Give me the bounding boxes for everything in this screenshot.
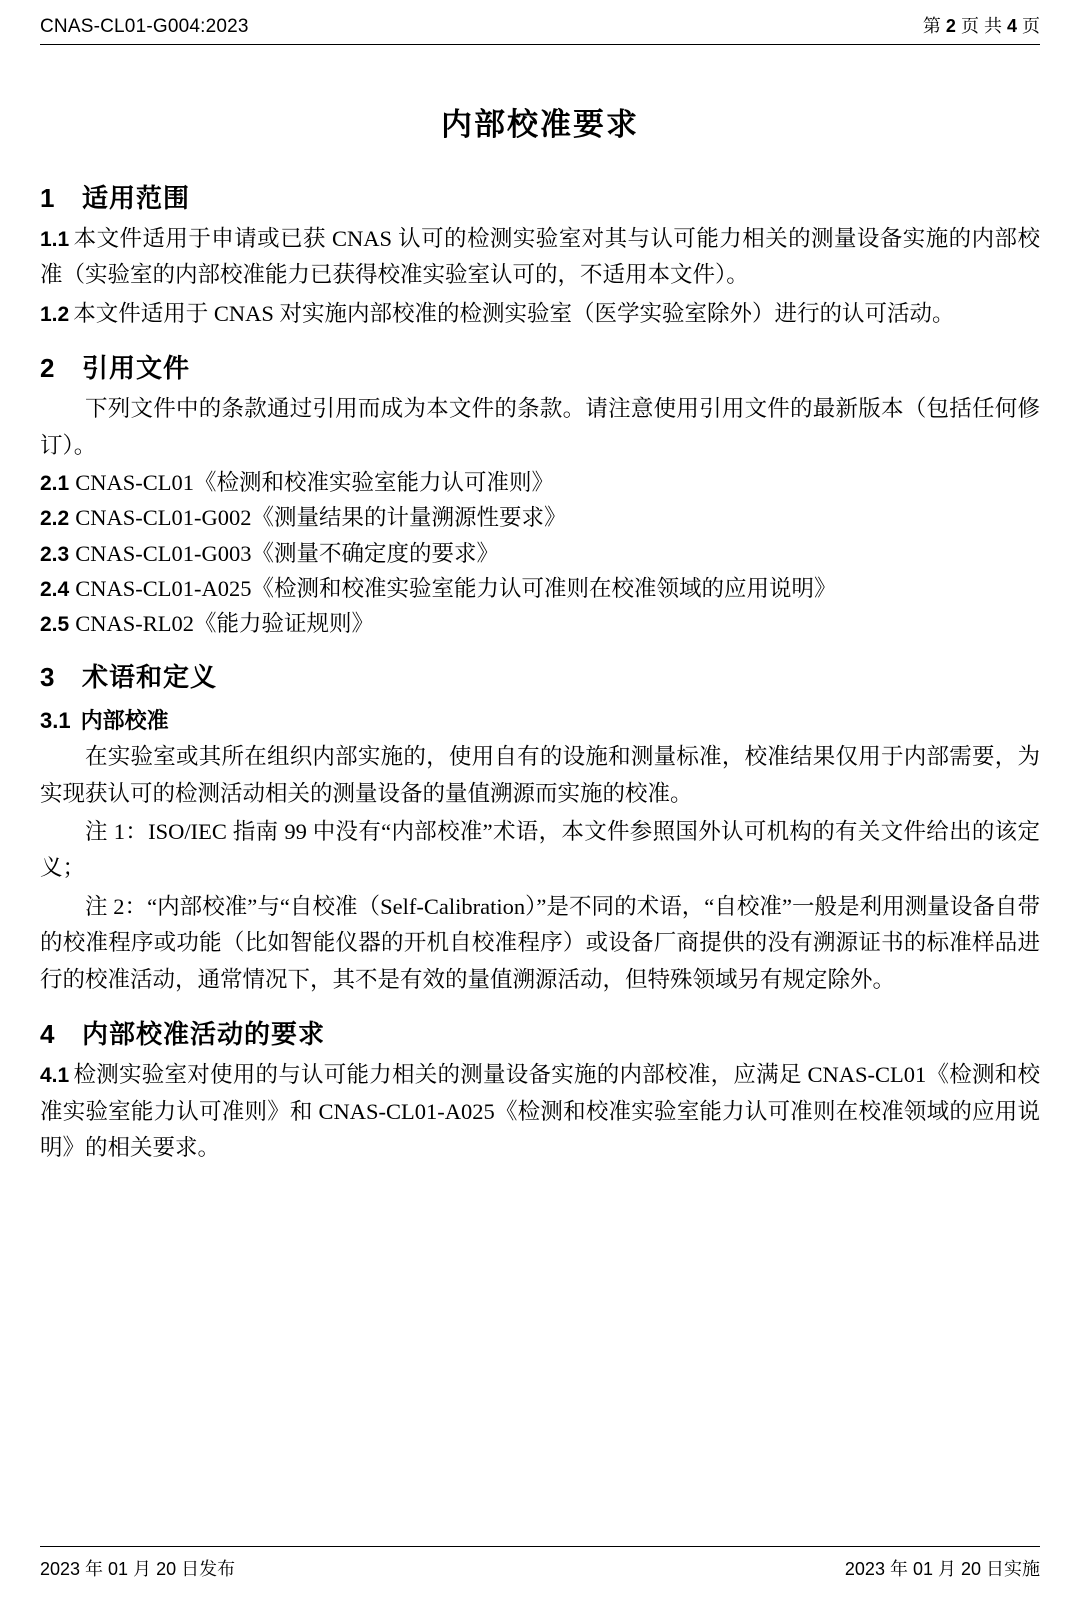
page-prefix: 第 [922, 16, 941, 36]
section-title-1: 适用范围 [82, 183, 191, 213]
paragraph-1-1 [40, 221, 1040, 294]
section-heading-3 [40, 657, 1040, 694]
section-title-3: 术语和定义 [82, 662, 218, 693]
document-code: CNAS-CL01-G004:2023 [40, 16, 249, 37]
page-header [40, 0, 1040, 45]
page-title: 内部校准要求 [441, 107, 639, 142]
paragraph-number-1-1: 1.1 [40, 228, 70, 251]
document-body [40, 45, 1040, 1167]
footer-issue-date: 2023 年 01 月 20 日发布 [40, 1559, 236, 1579]
page-current: 2 [945, 16, 956, 36]
section-title-4: 内部校准活动的要求 [82, 1019, 326, 1050]
reference-number-5: 2.5 [40, 612, 70, 636]
reference-number-4: 2.4 [40, 577, 70, 601]
reference-text-4: CNAS-CL01-A025《检测和校准实验室能力认可准则在校准领域的应用说明》 [75, 575, 837, 601]
paragraph-number-1-2: 1.2 [40, 302, 70, 326]
reference-number-2: 2.2 [40, 507, 70, 531]
section-heading-2 [40, 348, 1040, 385]
reference-item-5 [40, 607, 1040, 641]
section-number-3: 3 [40, 662, 56, 693]
section-title-2: 引用文件 [82, 353, 191, 384]
paragraph-4-1 [40, 1057, 1040, 1166]
subsection-title-3-1: 内部校准 [80, 708, 169, 734]
paragraph-1-2 [40, 296, 1040, 332]
footer-effective-date: 2023 年 01 月 20 日实施 [844, 1559, 1040, 1579]
reference-item-4 [40, 572, 1040, 606]
section-heading-1 [40, 178, 1040, 215]
paragraph-number-4-1: 4.1 [40, 1064, 70, 1088]
reference-item-3 [40, 537, 1040, 571]
reference-text-2: CNAS-CL01-G002《测量结果的计量溯源性要求》 [75, 505, 567, 531]
note-2: 注 2：“内部校准”与“自校准（Self-Calibration）”是不同的术语，“自校准”一般是利用测量设备自带的校准程序或功能（比如智能仪器的开机自校准程序）或设备厂商提供的没有溯源证书的标准样品进行的校准活动，通常情况下，其不是有效的量值溯源活动，但特殊领域另有规定除外。 [40, 893, 1040, 992]
reference-number-3: 2.3 [40, 542, 70, 566]
page-middle: 页 共 [960, 16, 1002, 36]
reference-item-2 [40, 501, 1040, 535]
page-suffix: 页 [1022, 16, 1040, 36]
paragraph-text-4-1: 检测实验室对使用的与认可能力相关的测量设备实施的内部校准，应满足 CNAS-CL01《检测和校准实验室能力认可准则》和 CNAS-CL01-A025《检测和校准实验室能力认可准则在校准领域的应用说明》的相关要求。 [40, 1062, 1040, 1161]
subsection-number-3-1: 3.1 [40, 708, 71, 734]
reference-text-5: CNAS-RL02《能力验证规则》 [75, 610, 374, 636]
page-total: 4 [1006, 16, 1017, 36]
section-number-1: 1 [40, 183, 56, 213]
section-heading-4 [40, 1014, 1040, 1051]
section-number-4: 4 [40, 1019, 56, 1050]
section-2-intro: 下列文件中的条款通过引用而成为本文件的条款。请注意使用引用文件的最新版本（包括任何修订）。 [40, 396, 1040, 458]
note-1: 注 1：ISO/IEC 指南 99 中没有“内部校准”术语，本文件参照国外认可机构的有关文件给出的该定义； [40, 819, 1040, 881]
section-number-2: 2 [40, 353, 56, 384]
paragraph-text-1-1: 本文件适用于申请或已获 CNAS 认可的检测实验室对其与认可能力相关的测量设备实施的内部校准（实验室的内部校准能力已获得校准实验室认可的，不适用本文件）。 [40, 226, 1040, 288]
reference-text-1: CNAS-CL01《检测和校准实验室能力认可准则》 [75, 470, 554, 496]
definition-text: 在实验室或其所在组织内部实施的，使用自有的设施和测量标准，校准结果仅用于内部需要，为实现获认可的检测活动相关的测量设备的量值溯源而实施的校准。 [40, 744, 1040, 806]
subsection-heading-3-1 [40, 704, 1040, 735]
page-footer [40, 1546, 1040, 1581]
page-number [923, 12, 1040, 38]
reference-number-1: 2.1 [40, 472, 70, 496]
reference-text-3: CNAS-CL01-G003《测量不确定度的要求》 [75, 540, 499, 566]
reference-item-1 [40, 466, 1040, 500]
paragraph-text-1-2: 本文件适用于 CNAS 对实施内部校准的检测实验室（医学实验室除外）进行的认可活动。 [73, 300, 955, 326]
